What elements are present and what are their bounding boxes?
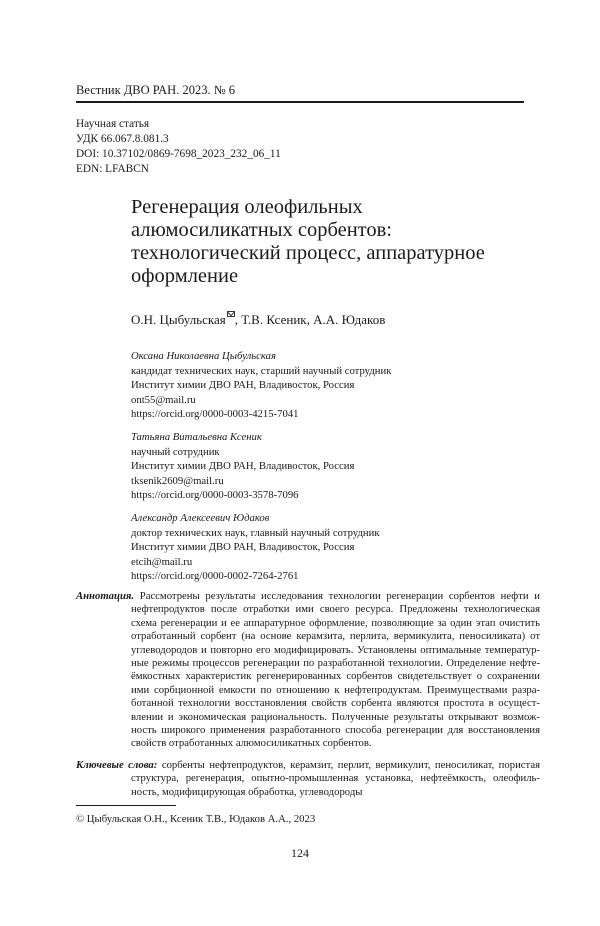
abstract-line: ность широкого применения разработанного способа регенерации для восстановления (131, 724, 540, 737)
keywords (76, 759, 540, 799)
article-type: Научная статья (76, 118, 150, 130)
abstract-line: углеводородов и повторно его модифицировать. Установлены оптимальные температур- (131, 643, 540, 656)
title-line: технологический процесс, аппаратурное (131, 242, 485, 264)
footnote-rule (76, 805, 176, 806)
author-orcid: https://orcid.org/0000-0003-3578-7096 (131, 489, 299, 501)
authors-line (131, 311, 385, 328)
author-email: ont55@mail.ru (131, 393, 196, 406)
author-institute: Институт химии ДВО РАН, Владивосток, Россия (131, 379, 355, 391)
author-position: кандидат технических наук, старший научный сотрудник (131, 364, 392, 377)
envelope-icon (227, 311, 235, 317)
keywords-first-line: сорбенты нефтепродуктов, керамзит, перлит, вермикулит, пеносиликат, пористая (157, 759, 541, 771)
abstract (76, 590, 540, 751)
abstract-line (76, 590, 540, 603)
edn: EDN: LFABCN (76, 163, 149, 175)
keywords-label: Ключевые слова: (76, 759, 158, 771)
abstract-first-line: Рассмотрены результаты исследования технологии регенерации сорбентов нефти и (134, 590, 540, 602)
article-meta (76, 117, 281, 177)
keywords-line: ность, модифицирующая обработка, углеводороды (131, 785, 363, 798)
title-line: алюмосиликатных сорбентов: (131, 219, 392, 241)
abstract-line: нефтепродуктов после отработки ими своего ресурса. Предложены технологическая (131, 603, 540, 616)
author-name: Татьяна Витальевна Ксеник (131, 431, 262, 443)
journal-header: Вестник ДВО РАН. 2023. № 6 (76, 83, 236, 97)
author-email: tksenik2609@mail.ru (131, 474, 224, 487)
abstract-line: схема регенерации и ее аппаратурное оформление, позволяющие за один этап очистить (131, 616, 540, 629)
author-email: etcih@mail.ru (131, 555, 193, 568)
author-institute: Институт химии ДВО РАН, Владивосток, Россия (131, 460, 355, 472)
author-name: Александр Алексеевич Юдаков (131, 512, 270, 524)
abstract-line: свойств отработанных алюмосиликатных сорбентов. (131, 737, 372, 750)
abstract-line: ботанной технологии восстановления свойств сорбента являются простота в осущест- (131, 697, 540, 710)
copyright: © Цыбульская О.Н., Ксеник Т.В., Юдаков А.А., 2023 (76, 813, 316, 825)
author-position: доктор технических наук, главный научный сотрудник (131, 526, 380, 539)
author-orcid: https://orcid.org/0000-0003-4215-7041 (131, 408, 299, 420)
author-institute: Институт химии ДВО РАН, Владивосток, Россия (131, 541, 355, 553)
author-position: научный сотрудник (131, 445, 220, 458)
abstract-line: ные режимы процессов регенерации по разработанной технологии. Определение нефте- (131, 657, 540, 670)
header-rule (76, 101, 524, 103)
title-line: Регенерация олеофильных (131, 196, 363, 218)
abstract-line: ими сорбционной емкости по отношению к нефтепродуктам. Преимуществами разра- (131, 683, 540, 696)
page-number: 124 (291, 846, 309, 860)
abstract-line: ёмкостных характеристик регенерированных сорбентов свидетельствует о сохранении (131, 670, 540, 683)
author-name: Оксана Николаевна Цыбульская (131, 350, 276, 362)
author-orcid: https://orcid.org/0000-0002-7264-2761 (131, 570, 299, 582)
article-title (131, 196, 531, 288)
udc-code: УДК 66.067.8.081.3 (76, 133, 169, 145)
author-affiliation (131, 349, 391, 422)
keywords-line: структура, регенерация, опытно-промышленная установка, нефтеёмкость, олеофиль- (131, 772, 540, 785)
authors-rest: , Т.В. Ксеник, А.А. Юдаков (234, 312, 386, 327)
author-affiliation (131, 430, 354, 503)
keywords-line (76, 759, 540, 772)
author-affiliation (131, 511, 380, 584)
doi: DOI: 10.37102/0869-7698_2023_232_06_11 (76, 148, 281, 160)
abstract-line: влении и экономическая рациональность. Полученные результаты открывают возмож- (131, 710, 540, 723)
abstract-line: отработанный сорбент (на основе керамзита, перлита, вермикулита, пеносиликата) от (131, 630, 540, 643)
title-line: оформление (131, 265, 239, 287)
abstract-label: Аннотация. (76, 590, 135, 602)
author-first: О.Н. Цыбульская (131, 312, 226, 327)
